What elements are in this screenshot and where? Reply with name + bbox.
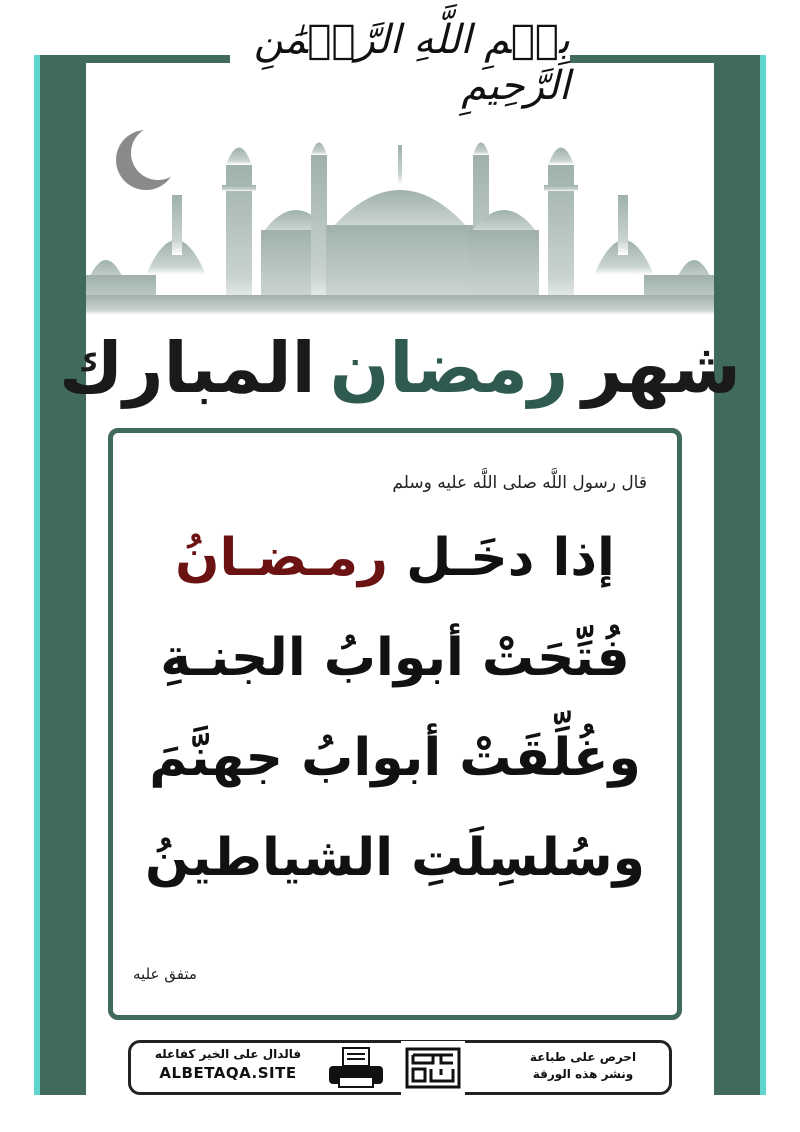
hadith-highlight-ramadan: رمـضـانُ (175, 528, 388, 588)
title-word-ramadan: رمضان (329, 327, 569, 409)
mosque-skyline-illustration (86, 125, 714, 315)
hadith-line-1 (113, 528, 677, 588)
footer-banner (128, 1040, 672, 1095)
hadith-line-3: وغُلِّقَتْ أبوابُ جهنَّمَ (149, 728, 641, 788)
footer-print-line-2: ونشر هذه الورقة (532, 1067, 634, 1081)
dawah-logo-mark (405, 1045, 461, 1091)
frame-left (40, 55, 86, 1095)
ramadan-title (59, 318, 741, 418)
title-word-blessed: المبارك (59, 327, 316, 409)
hadith-line-4: وسُلسِلَتِ الشياطينُ (145, 828, 645, 888)
hadith-line-1-text: إذا دخَـل (387, 528, 615, 588)
crescent-moon-icon (116, 130, 176, 190)
title-word-month: شهر (582, 327, 741, 409)
frame-right (714, 55, 760, 1095)
hadith-line-2: فُتِّحَتْ أبوابُ الجنـةِ (160, 628, 630, 688)
footer-site-block (143, 1047, 313, 1082)
footer-print-note (513, 1049, 653, 1083)
footer-print-line-1: احرص على طباعة (529, 1050, 637, 1064)
dawah-logo (401, 1041, 465, 1095)
frame-right-accent (760, 55, 766, 1095)
hadith-intro: قال رسول اللَّه صلى اللَّه عليه وسلم (392, 473, 647, 493)
hadith-source: متفق عليه (133, 965, 197, 983)
basmala-calligraphy: بِسۡمِ اللَّهِ الرَّحۡمَٰنِ الرَّحِيمِ (253, 17, 570, 109)
printer-icon (325, 1047, 387, 1089)
footer-site-link[interactable]: ALBETAQA.SITE (159, 1064, 297, 1082)
footer-saying: فالدال على الخير كفاعله (154, 1047, 302, 1061)
hadith-card (108, 428, 682, 1020)
